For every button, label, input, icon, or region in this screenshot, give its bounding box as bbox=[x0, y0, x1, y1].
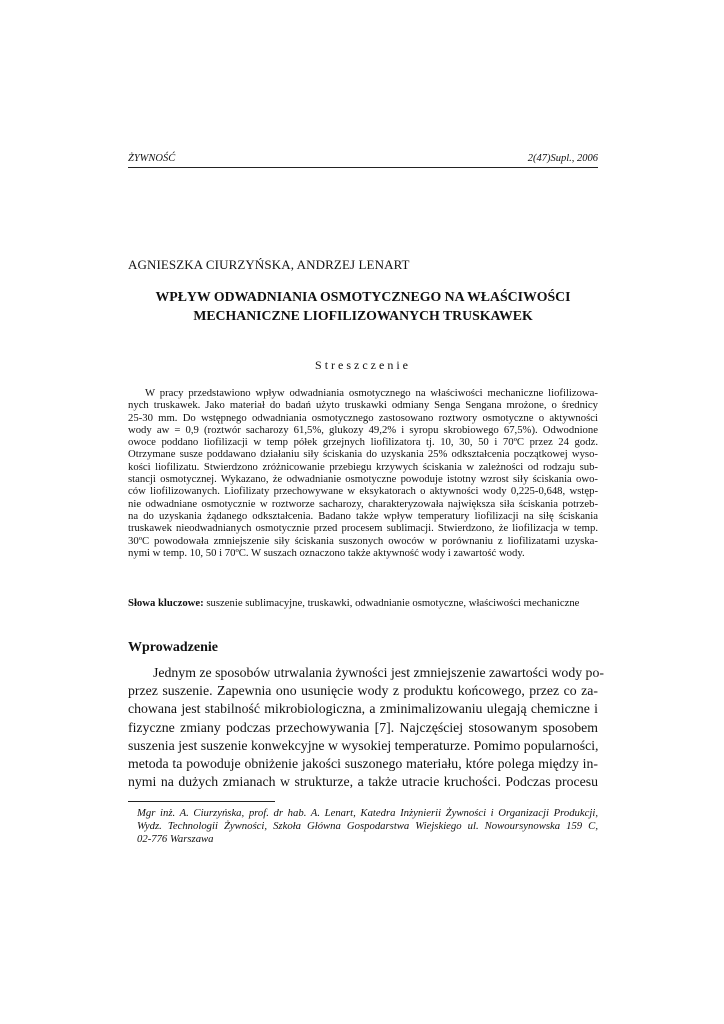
abstract-line: 25-30 mm. Do wstępnego odwadniania osmotycznego zastosowano roztwory osmotyczne o aktywności bbox=[128, 411, 598, 424]
body-line: przez suszenie. Zapewnia ono usunięcie wody z produktu końcowego, przez co za- bbox=[128, 683, 598, 699]
abstract-line: W pracy przedstawiono wpływ odwadniania osmotycznego na właściwości mechaniczne liofilizowa- bbox=[145, 387, 598, 399]
abstract-line: stancji osmotycznej. Wykazano, że odwadnianie osmotyczne powoduje istotny wzrost siły ściskania owo- bbox=[128, 473, 598, 486]
footnote-line: Mgr inż. A. Ciurzyńska, prof. dr hab. A. Lenart, Katedra Inżynierii Żywności i Organizacji Produkcji, bbox=[137, 807, 598, 819]
running-header bbox=[128, 153, 598, 168]
body-line: suszenia jest suszenie konwekcyjne w wysokiej temperaturze. Pomimo popularności, bbox=[128, 737, 599, 753]
footnote bbox=[137, 807, 598, 846]
body-line: Jednym ze sposobów utrwalania żywności jest zmniejszenie zawartości wody po- bbox=[153, 665, 604, 680]
section-heading-introduction: Wprowadzenie bbox=[128, 640, 218, 655]
footnote-rule bbox=[128, 801, 275, 802]
abstract-line: nie odwadniane osmotycznie w roztworze sacharozy, charakteryzowała największa siła ściskania potrzeb- bbox=[128, 497, 598, 510]
introduction-body bbox=[128, 664, 604, 791]
footnote-line: Wydz. Technologii Żywności, Szkoła Główna Gospodarstwa Wiejskiego ul. Nowoursynowska 159 C, bbox=[137, 820, 598, 832]
abstract-body bbox=[128, 387, 598, 559]
keywords-label: Słowa kluczowe: bbox=[128, 597, 204, 609]
journal-name: ŻYWNOŚĆ bbox=[128, 153, 176, 164]
issue-info: 2(47)Supl., 2006 bbox=[527, 153, 598, 164]
body-line: metoda ta powoduje obniżenie jakości suszonego materiału, które polega między in- bbox=[128, 755, 598, 771]
abstract-line: 30ºC powodowała zmniejszenie siły ściskania suszonych owoców w porównaniu z liofilizatami uzyska- bbox=[128, 534, 598, 547]
body-line: nymi na dużych zmianach w strukturze, a także utracie kruchości. Podczas procesu bbox=[128, 774, 598, 790]
abstract-line: owoce poddano liofilizacji w temp półek grzejnych liofilizatora tj. 10, 30, 50 i 70ºC przez 24 godz. bbox=[128, 436, 598, 449]
keywords bbox=[128, 597, 598, 609]
title-line: MECHANICZNE LIOFILIZOWANYCH TRUSKAWEK bbox=[193, 308, 533, 323]
abstract-line: nych truskawek. Jako materiał do badań użyto truskawki odmiany Senga Sengana mrożone, o średnicy bbox=[128, 399, 598, 412]
body-line: chowana jest stabilność mikrobiologiczna, a zminimalizowaniu ulegają chemiczne i bbox=[128, 701, 598, 717]
paper-title bbox=[128, 287, 598, 325]
body-line: fizyczne zmiany podczas przechowywania [7]. Najczęściej stosowanym sposobem bbox=[128, 719, 598, 735]
abstract-line: ców liofilizowanych. Liofilizaty przechowywane w eksykatorach o aktywności wody 0,225-0,648, wstęp- bbox=[128, 485, 598, 498]
footnote-line: 02-776 Warszawa bbox=[137, 833, 214, 845]
authors: AGNIESZKA CIURZYŃSKA, ANDRZEJ LENART bbox=[128, 257, 410, 272]
abstract-heading: Streszczenie bbox=[315, 358, 411, 372]
keywords-text: suszenie sublimacyjne, truskawki, odwadnianie osmotyczne, właściwości mechaniczne bbox=[203, 597, 580, 609]
abstract-line: na do uzyskania żądanego odkształcenia. Badano także wpływ temperatury liofilizacji na siłę ściskania bbox=[128, 509, 598, 522]
title-line: WPŁYW ODWADNIANIA OSMOTYCZNEGO NA WŁAŚCIWOŚCI bbox=[155, 289, 571, 304]
abstract-line: wody aw = 0,9 (roztwór sacharozy 61,5%, glukozy 49,2% i syropu skrobiowego 67,5%). Odwodnione bbox=[128, 423, 598, 436]
abstract-line: truskawek nieodwadnianych osmotycznie przed procesem sublimacji. Stwierdzono, że liofilizacja w temp. bbox=[128, 522, 598, 535]
abstract-line: nymi w temp. 10, 50 i 70ºC. W suszach oznaczono także aktywność wody i zawartość wody. bbox=[128, 546, 525, 559]
abstract-line: kości liofilizatu. Stwierdzono zróżnicowanie przebiegu krzywych ściskania w zależności od rodzaju sub- bbox=[128, 460, 598, 473]
abstract-line: Otrzymane susze poddawano działaniu siły ściskania do uzyskania 25% odkształcenia początkowej wyso- bbox=[128, 448, 598, 461]
